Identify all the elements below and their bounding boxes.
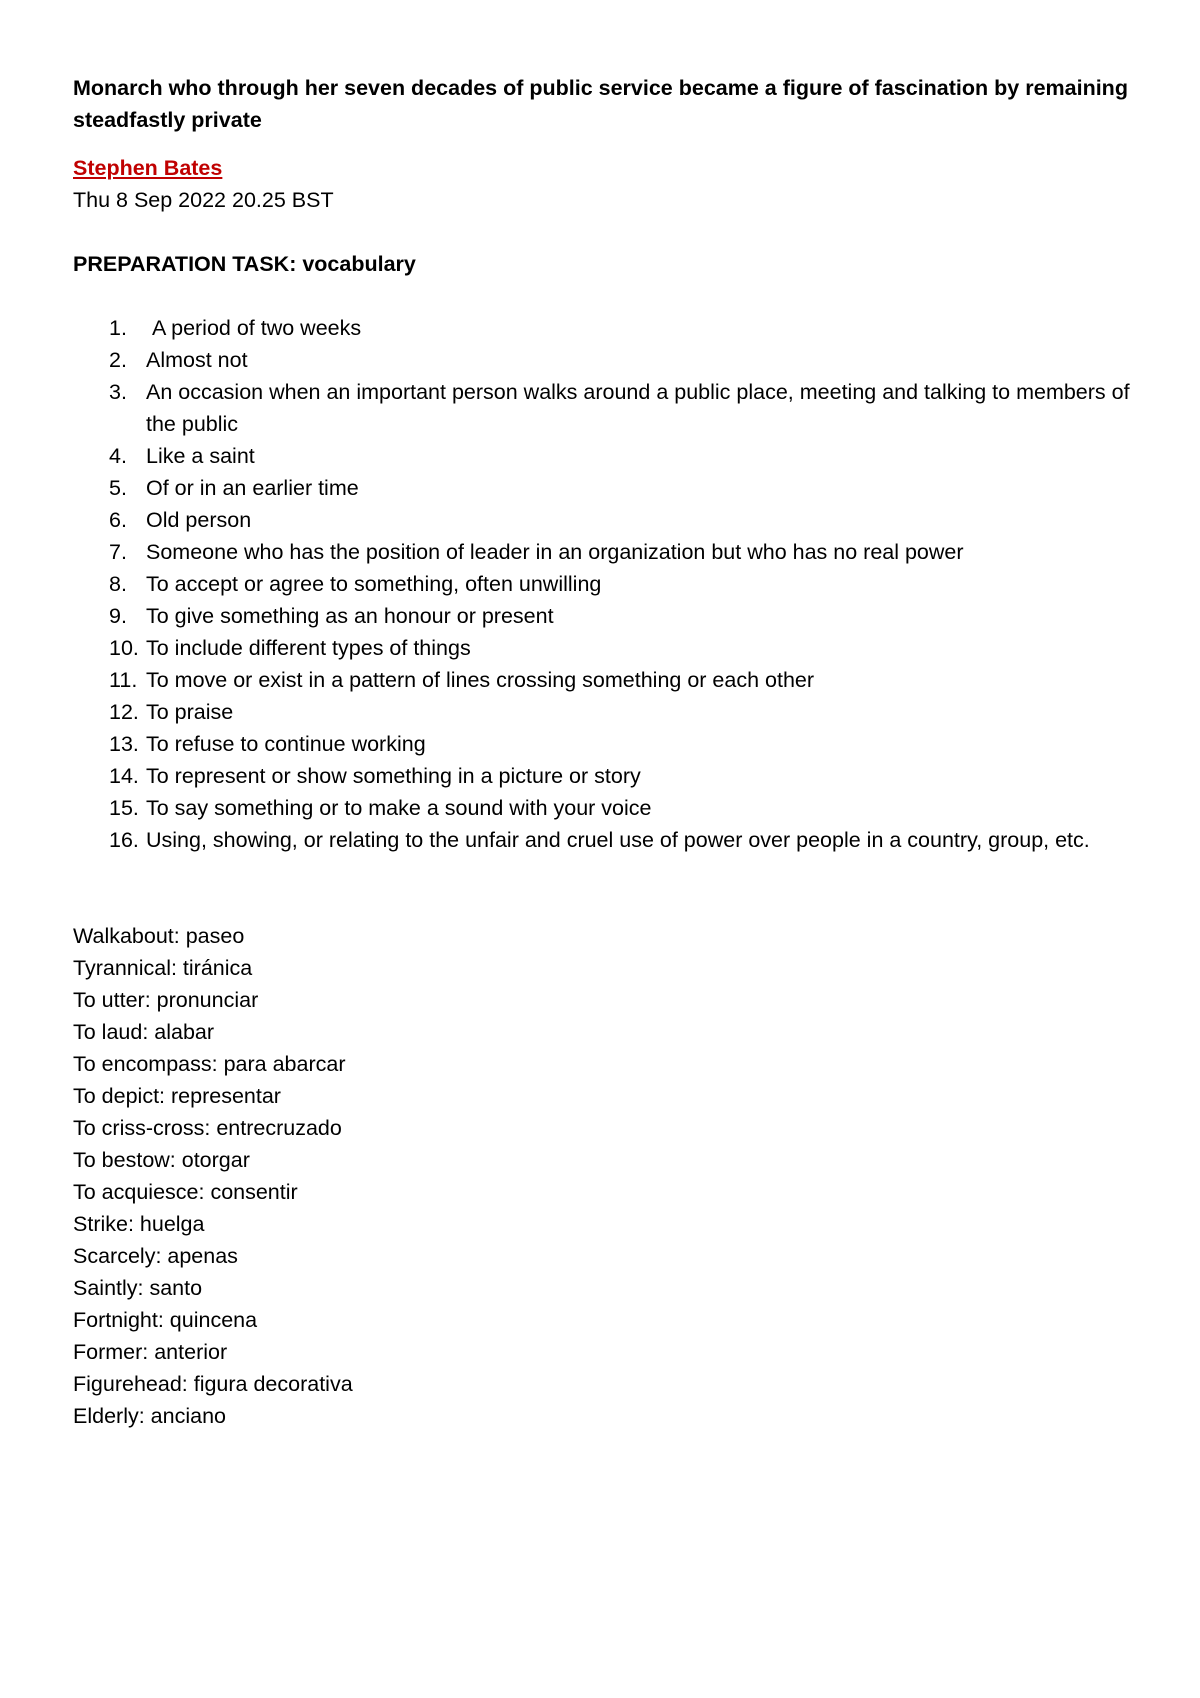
definition-text: A period of two weeks	[146, 316, 362, 340]
definition-item	[73, 536, 1133, 568]
definition-text: Almost not	[146, 348, 248, 372]
definition-item	[73, 632, 1133, 664]
definition-item	[73, 760, 1133, 792]
glossary-entry: To encompass: para abarcar	[73, 1052, 346, 1076]
glossary-list	[73, 920, 1133, 1432]
glossary-entry: Elderly: anciano	[73, 1404, 226, 1428]
definition-text: To accept or agree to something, often unwilling	[146, 572, 602, 596]
article-dateline: Thu 8 Sep 2022 20.25 BST	[73, 188, 334, 212]
definition-number: 6.	[109, 508, 127, 532]
definition-text: Of or in an earlier time	[146, 476, 359, 500]
glossary-entry: Former: anterior	[73, 1340, 228, 1364]
definition-number: 8.	[109, 572, 127, 596]
definition-item	[73, 504, 1133, 536]
glossary-entry: Saintly: santo	[73, 1276, 203, 1300]
definition-number: 13.	[109, 732, 139, 756]
definition-text: Someone who has the position of leader in an organization but who has no real power	[146, 540, 964, 564]
glossary-entry: Scarcely: apenas	[73, 1244, 238, 1268]
definition-item	[73, 344, 1133, 376]
definition-text: To refuse to continue working	[146, 732, 426, 756]
definition-number: 12.	[109, 700, 139, 724]
definition-number: 14.	[109, 764, 139, 788]
definition-item	[73, 728, 1133, 760]
glossary-entry: Figurehead: figura decorativa	[73, 1372, 353, 1396]
definition-item	[73, 824, 1133, 856]
definition-text: To say something or to make a sound with your voice	[146, 796, 652, 820]
glossary-entry: Fortnight: quincena	[73, 1308, 258, 1332]
glossary-entry: Walkabout: paseo	[73, 924, 245, 948]
definition-item	[73, 568, 1133, 600]
definition-number: 7.	[109, 540, 127, 564]
definition-number: 3.	[109, 380, 127, 404]
glossary-entry: To laud: alabar	[73, 1020, 215, 1044]
definition-text: To give something as an honour or present	[146, 604, 554, 628]
definition-text: Old person	[146, 508, 252, 532]
definition-text: Like a saint	[146, 444, 255, 468]
definition-item	[73, 792, 1133, 824]
definition-text: To include different types of things	[146, 636, 471, 660]
definition-item	[73, 664, 1133, 696]
definition-number: 1.	[109, 316, 127, 340]
definition-text: An occasion when an important person walks around a public place, meeting and talking to members of the public	[146, 380, 1136, 436]
definition-number: 2.	[109, 348, 127, 372]
glossary-entry: To utter: pronunciar	[73, 988, 259, 1012]
definition-text: To represent or show something in a picture or story	[146, 764, 641, 788]
glossary-entry: To depict: representar	[73, 1084, 281, 1108]
author-link[interactable]: Stephen Bates	[73, 156, 223, 180]
glossary-entry: Tyrannical: tiránica	[73, 956, 253, 980]
definition-text: To move or exist in a pattern of lines crossing something or each other	[146, 668, 815, 692]
task-heading: PREPARATION TASK: vocabulary	[73, 252, 416, 276]
glossary-entry: Strike: huelga	[73, 1212, 205, 1236]
definition-item	[73, 600, 1133, 632]
definition-text: To praise	[146, 700, 234, 724]
definition-number: 9.	[109, 604, 127, 628]
definition-item	[73, 472, 1133, 504]
definition-number: 16.	[109, 828, 139, 852]
definition-item	[73, 312, 1133, 344]
definitions-list	[73, 312, 1136, 856]
definition-item	[73, 376, 1136, 440]
definition-number: 15.	[109, 796, 139, 820]
glossary-entry: To acquiesce: consentir	[73, 1180, 298, 1204]
definition-number: 4.	[109, 444, 127, 468]
definition-number: 11.	[109, 668, 138, 692]
definition-item	[73, 696, 1133, 728]
definition-text: Using, showing, or relating to the unfair and cruel use of power over people in a country, group, etc.	[146, 828, 1090, 852]
document-page	[73, 72, 1136, 1432]
definition-number: 10.	[109, 636, 139, 660]
article-headline: Monarch who through her seven decades of public service became a figure of fascination by remaining steadfastly private	[73, 76, 1128, 132]
glossary-entry: To criss-cross: entrecruzado	[73, 1116, 342, 1140]
definition-item	[73, 440, 1133, 472]
glossary-entry: To bestow: otorgar	[73, 1148, 250, 1172]
definition-number: 5.	[109, 476, 127, 500]
